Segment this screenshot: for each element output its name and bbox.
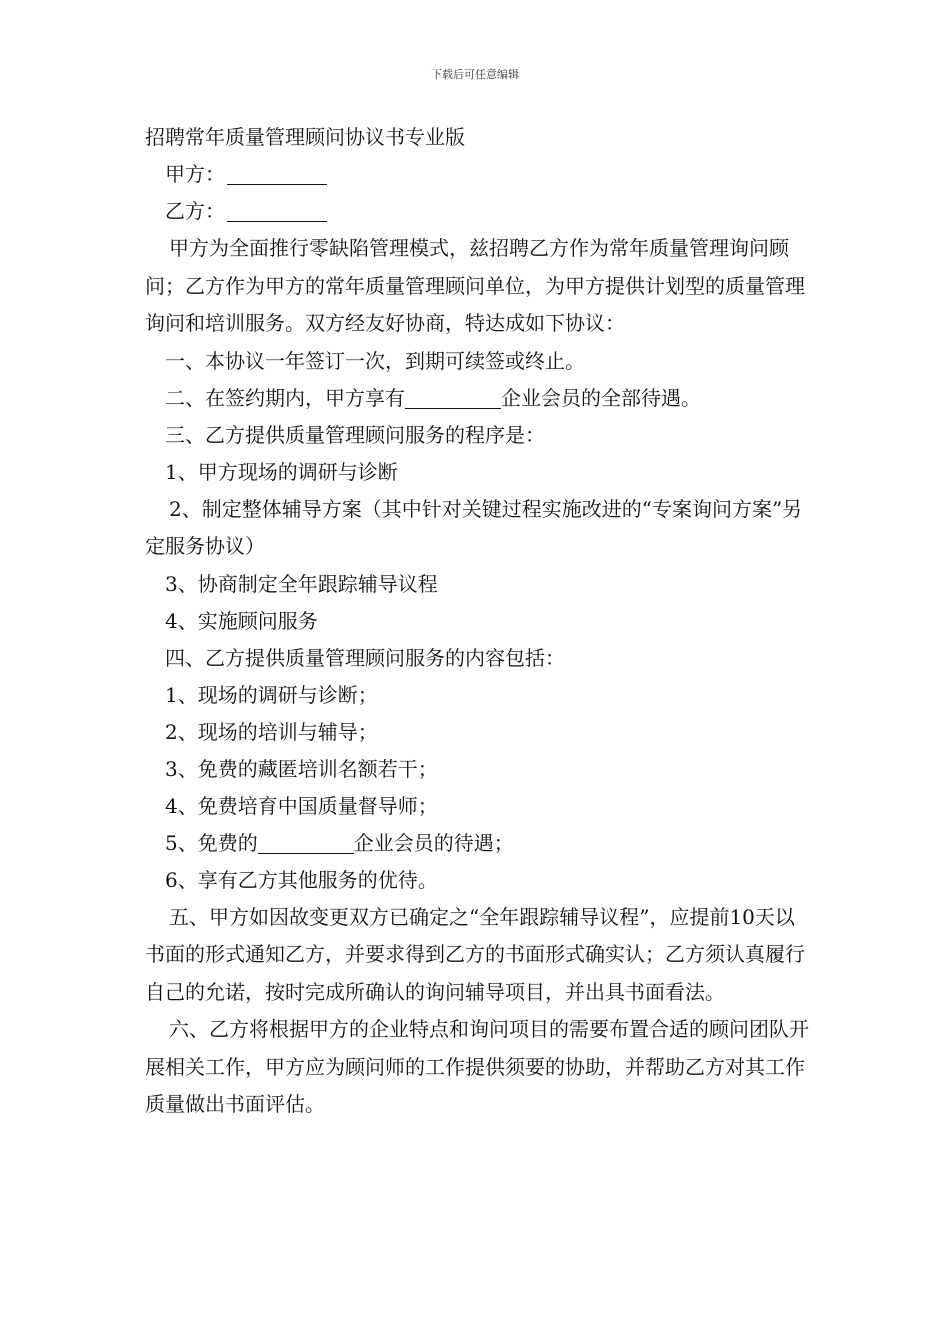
party-a-line <box>145 156 810 193</box>
clause-4-item-5-after: 企业会员的待遇； <box>353 830 514 855</box>
party-b-line <box>145 193 810 230</box>
party-a-blank <box>227 162 327 185</box>
clause-3: 三、乙方提供质量管理顾问服务的程序是： <box>165 422 545 447</box>
clause-2-before: 二、在签约期内，甲方享有 <box>165 385 405 410</box>
clause-4-item-2: 2、现场的培训与辅导； <box>165 719 378 744</box>
clause-5: 五、甲方如因故变更双方已确定之“全年跟踪辅导议程”，应提前10天以书面的形式通知乙方，并要求得到乙方的书面形式确实认；乙方须认真履行自己的允诺，按时完成所确认的询问辅导项目，并出具书面看法。 <box>145 904 805 1004</box>
clause-4-item-6: 6、享有乙方其他服务的优待。 <box>165 867 438 892</box>
clause-6: 六、乙方将根据甲方的企业特点和询问项目的需要布置合适的顾问团队开展相关工作，甲方应为顾问师的工作提供须要的协助，并帮助乙方对其工作质量做出书面评估。 <box>145 1017 809 1116</box>
party-a-label: 甲方： <box>165 162 225 186</box>
clause-4-item-3: 3、免费的藏匿培训名额若干； <box>165 756 438 781</box>
clause-4-item-1: 1、现场的调研与诊断； <box>165 682 378 707</box>
clause-3-item-4: 4、实施顾问服务 <box>165 608 318 633</box>
clause-4-item-5-blank <box>258 831 354 854</box>
clause-4-item-5 <box>145 825 810 862</box>
page-header: 下载后可任意编辑 <box>431 68 519 81</box>
clause-4: 四、乙方提供质量管理顾问服务的内容包括： <box>165 645 565 670</box>
document-body <box>145 118 810 1124</box>
party-b-label: 乙方： <box>165 199 225 223</box>
party-b-blank <box>227 199 327 222</box>
intro-paragraph: 甲方为全面推行零缺陷管理模式，兹招聘乙方作为常年质量管理询问顾问；乙方作为甲方的常年质量管理顾问单位，为甲方提供计划型的质量管理询问和培训服务。双方经友好协商，特达成如下协议： <box>145 236 805 335</box>
clause-4-item-5-before: 5、免费的 <box>165 830 258 855</box>
clause-1: 一、本协议一年签订一次，到期可续签或终止。 <box>165 348 585 373</box>
clause-2-blank <box>405 386 501 409</box>
clause-2-after: 企业会员的全部待遇。 <box>501 385 701 410</box>
clause-4-item-4: 4、免费培育中国质量督导师； <box>165 793 438 818</box>
clause-3-item-3: 3、协商制定全年跟踪辅导议程 <box>165 571 438 596</box>
clause-3-item-1: 1、甲方现场的调研与诊断 <box>165 459 398 484</box>
clause-3-item-2: 2、制定整体辅导方案（其中针对关键过程实施改进的“专案询问方案”另定服务协议） <box>145 496 803 558</box>
clause-2 <box>145 380 810 417</box>
document-title: 招聘常年质量管理顾问协议书专业版 <box>145 125 465 149</box>
